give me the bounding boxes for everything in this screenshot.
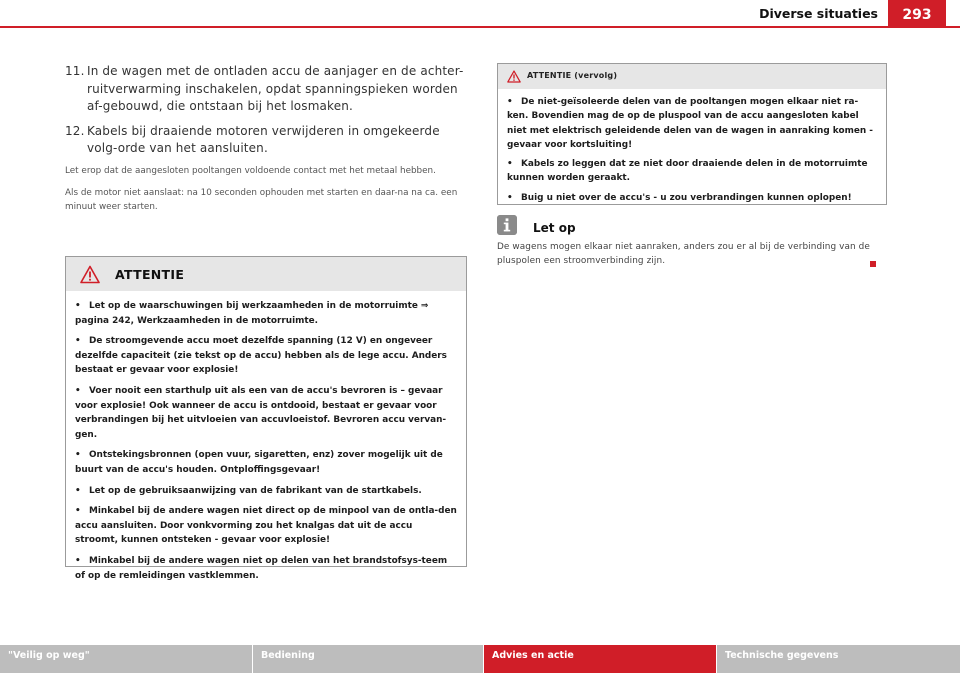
warning-continued-body — [498, 89, 886, 205]
warning-header — [66, 257, 466, 291]
warning-bullet: • De niet-geïsoleerde delen van de pooltangen mogen elkaar niet ra-ken. Bovendien mag de op de pluspool van de accu aangesloten kabel niet met elektrisch geleidende delen van de wagen in aanraking komen - gevaar voor kortsluiting! — [507, 97, 873, 150]
warning-bullet: • De stroomgevende accu moet dezelfde spanning (12 V) en ongeveer dezelfde capaciteit (zie tekst op de accu) hebben als de lege accu. Anders bestaat er gevaar voor explosie! — [75, 336, 447, 376]
info-text: De wagens mogen elkaar niet aanraken, anders zou er al bij de verbinding van de pluspolen een stroomverbinding zijn. — [497, 242, 870, 266]
contact-note: Let erop dat de aangesloten pooltangen voldoende contact met het metaal hebben. — [65, 165, 436, 176]
warning-bullet: • Buig u niet over de accu's - u zou verbrandingen kunnen oplopen! — [507, 192, 852, 203]
header-rule — [0, 26, 960, 28]
footer-tab-veilig-op-weg[interactable]: "Veilig op weg" — [0, 645, 252, 673]
warning-triangle-icon — [80, 265, 100, 284]
section-end-marker — [870, 261, 876, 267]
warning-bullet: • Let op de waarschuwingen bij werkzaamheden in de motorruimte ⇒ pagina 242, Werkzaamheden in de motorruimte. — [75, 301, 429, 326]
warning-bullet: • Minkabel bij de andere wagen niet direct op de minpool van de ontla-den accu aansluiten. Door vonkvorming zou het knalgas dat uit de accu stroomt, kunnen ontsteken - gevaar voor explosie! — [75, 506, 457, 546]
warning-continued-box — [497, 63, 887, 205]
info-header — [497, 215, 887, 241]
warning-continued-title: ATTENTIE (vervolg) — [527, 71, 618, 80]
info-title: Let op — [533, 221, 576, 235]
warning-box — [65, 256, 467, 581]
step-text: In de wagen met de ontladen accu de aanjager en de achter-ruitverwarming inschakelen, opdat spanningspieken worden af-gebouwd, die ontstaan bij het losmaken. — [87, 64, 464, 113]
footer-tab-technische-gegevens[interactable]: Technische gegevens — [717, 645, 960, 673]
step-number: 12. — [65, 123, 85, 138]
step-text: Kabels bij draaiende motoren verwijderen in omgekeerde volg-orde van het aansluiten. — [87, 123, 440, 155]
warning-bullet: • Minkabel bij de andere wagen niet op delen van het brandstofsys-teem of op de remleidingen vastklemmen. — [75, 555, 448, 581]
warning-bullet: • Let op de gebruiksaanwijzing van de fabrikant van de startkabels. — [75, 485, 422, 496]
warning-bullet: • Voer nooit een starthulp uit als een van de accu's bevroren is – gevaar voor explosie! Ook wanneer de accu is ontdooid, bestaat er gevaar voor verbrandingen bij het uitvloeien van accuvloeistof. Bevroren accu vervan-gen. — [75, 385, 447, 440]
warning-title: ATTENTIE — [115, 267, 185, 282]
warning-triangle-icon — [507, 70, 521, 83]
step-item — [65, 123, 467, 158]
footer-tab-advies-en-actie[interactable]: Advies en actie — [484, 645, 716, 673]
info-icon — [497, 215, 517, 235]
warning-body — [66, 291, 466, 583]
section-title: Diverse situaties — [759, 6, 878, 21]
left-column — [65, 63, 467, 223]
footer-nav — [0, 645, 960, 673]
restart-note: Als de motor niet aanslaat: na 10 seconden ophouden met starten en daar-na na ca. een minuut weer starten. — [65, 188, 458, 212]
step-item — [65, 63, 467, 116]
warning-continued-header — [498, 64, 886, 89]
info-note — [497, 215, 887, 268]
footer-tab-bediening[interactable]: Bediening — [253, 645, 483, 673]
warning-bullet: • Kabels zo leggen dat ze niet door draaiende delen in de motorruimte kunnen worden geraakt. — [507, 159, 868, 184]
warning-bullet: • Ontstekingsbronnen (open vuur, sigaretten, enz) zover mogelijk uit de buurt van de accu's houden. Ontploffingsgevaar! — [75, 450, 443, 475]
step-number: 11. — [65, 64, 85, 78]
page-number: 293 — [888, 0, 946, 28]
